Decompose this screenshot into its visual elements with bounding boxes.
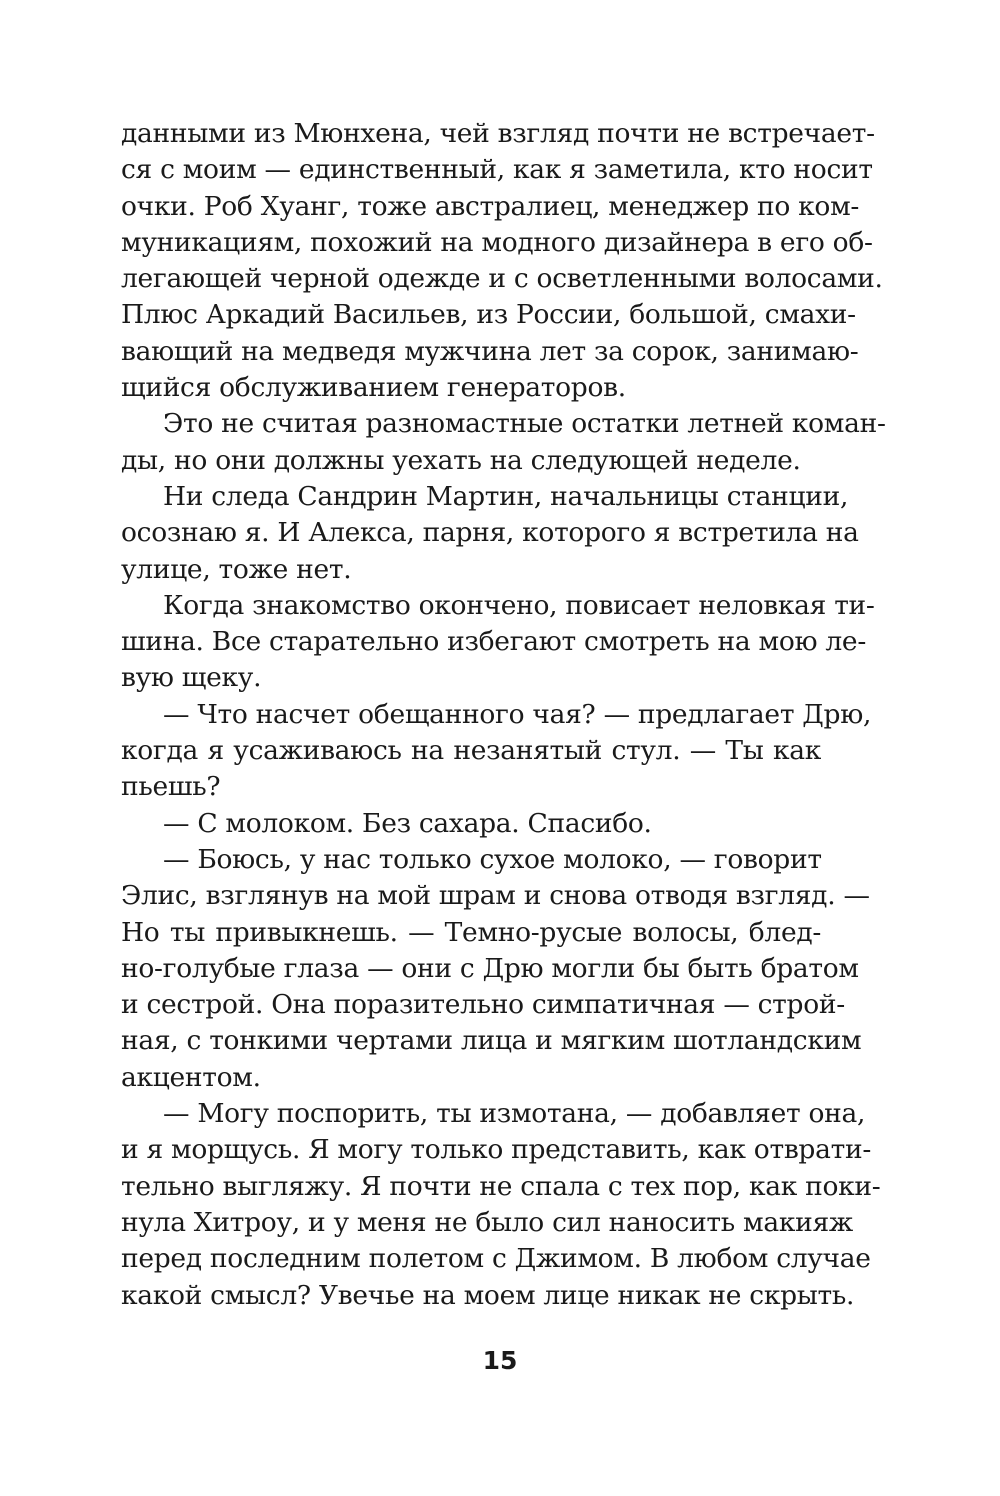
text-line: нула Хитроу, и у меня не было сил наносить макияж bbox=[121, 1206, 853, 1238]
text-line: Но ты привыкнешь. — Темно-русые волосы, блед- bbox=[121, 916, 821, 948]
body-text bbox=[121, 116, 886, 1314]
text-line: улице, тоже нет. bbox=[121, 553, 352, 585]
text-line: осознаю я. И Алекса, парня, которого я встретила на bbox=[121, 517, 859, 549]
text-line: Когда знакомство окончено, повисает неловкая ти- bbox=[163, 589, 875, 621]
text-line: когда я усаживаюсь на незанятый стул. — Ты как bbox=[121, 735, 821, 767]
text-line: очки. Роб Хуанг, тоже австралиец, менеджер по ком- bbox=[121, 190, 860, 222]
page-number: 15 bbox=[482, 1346, 518, 1375]
text-line: и сестрой. Она поразительно симпатичная — строй- bbox=[121, 989, 845, 1021]
text-line: Ни следа Сандрин Мартин, начальницы станции, bbox=[163, 480, 849, 512]
text-line: какой смысл? Увечье на моем лице никак не скрыть. bbox=[121, 1279, 855, 1311]
text-line: акцентом. bbox=[121, 1061, 261, 1093]
text-line: данными из Мюнхена, чей взгляд почти не встречает- bbox=[121, 118, 875, 149]
text-line: ся с моим — единственный, как я заметила, кто носит bbox=[121, 154, 873, 186]
text-line: шина. Все старательно избегают смотреть на мою ле- bbox=[121, 626, 866, 658]
text-line: Плюс Аркадий Васильев, из России, большой, смахи- bbox=[121, 299, 856, 331]
text-line: и я морщусь. Я могу только представить, как отврати- bbox=[121, 1134, 871, 1166]
text-line: щийся обслуживанием генераторов. bbox=[121, 372, 626, 404]
text-line: — Могу поспорить, ты измотана, — добавляет она, bbox=[163, 1098, 866, 1130]
text-line: вающий на медведя мужчина лет за сорок, занимаю- bbox=[121, 335, 859, 367]
text-line: пьешь? bbox=[121, 771, 221, 803]
text-line: ная, с тонкими чертами лица и мягким шотландским bbox=[121, 1025, 862, 1057]
text-line: вую щеку. bbox=[121, 662, 262, 694]
text-line: но-голубые глаза — они с Дрю могли бы быть братом bbox=[121, 952, 859, 984]
text-line: легающей черной одежде и с осветленными волосами. bbox=[121, 263, 883, 295]
text-line: Элис, взглянув на мой шрам и снова отводя взгляд. — bbox=[121, 880, 870, 912]
text-line: муникациям, похожий на модного дизайнера в его об- bbox=[121, 226, 873, 258]
text-line: перед последним полетом с Джимом. В любом случае bbox=[121, 1243, 871, 1275]
text-line: тельно выгляжу. Я почти не спала с тех пор, как поки- bbox=[121, 1170, 881, 1202]
text-line: — С молоком. Без сахара. Спасибо. bbox=[163, 807, 652, 839]
text-line: Это не считая разномастные остатки летней коман- bbox=[163, 408, 886, 440]
text-line: — Что насчет обещанного чая? — предлагает Дрю, bbox=[163, 698, 872, 730]
text-line: — Боюсь, у нас только сухое молоко, — говорит bbox=[163, 843, 822, 875]
text-line: ды, но они должны уехать на следующей неделе. bbox=[121, 444, 801, 476]
